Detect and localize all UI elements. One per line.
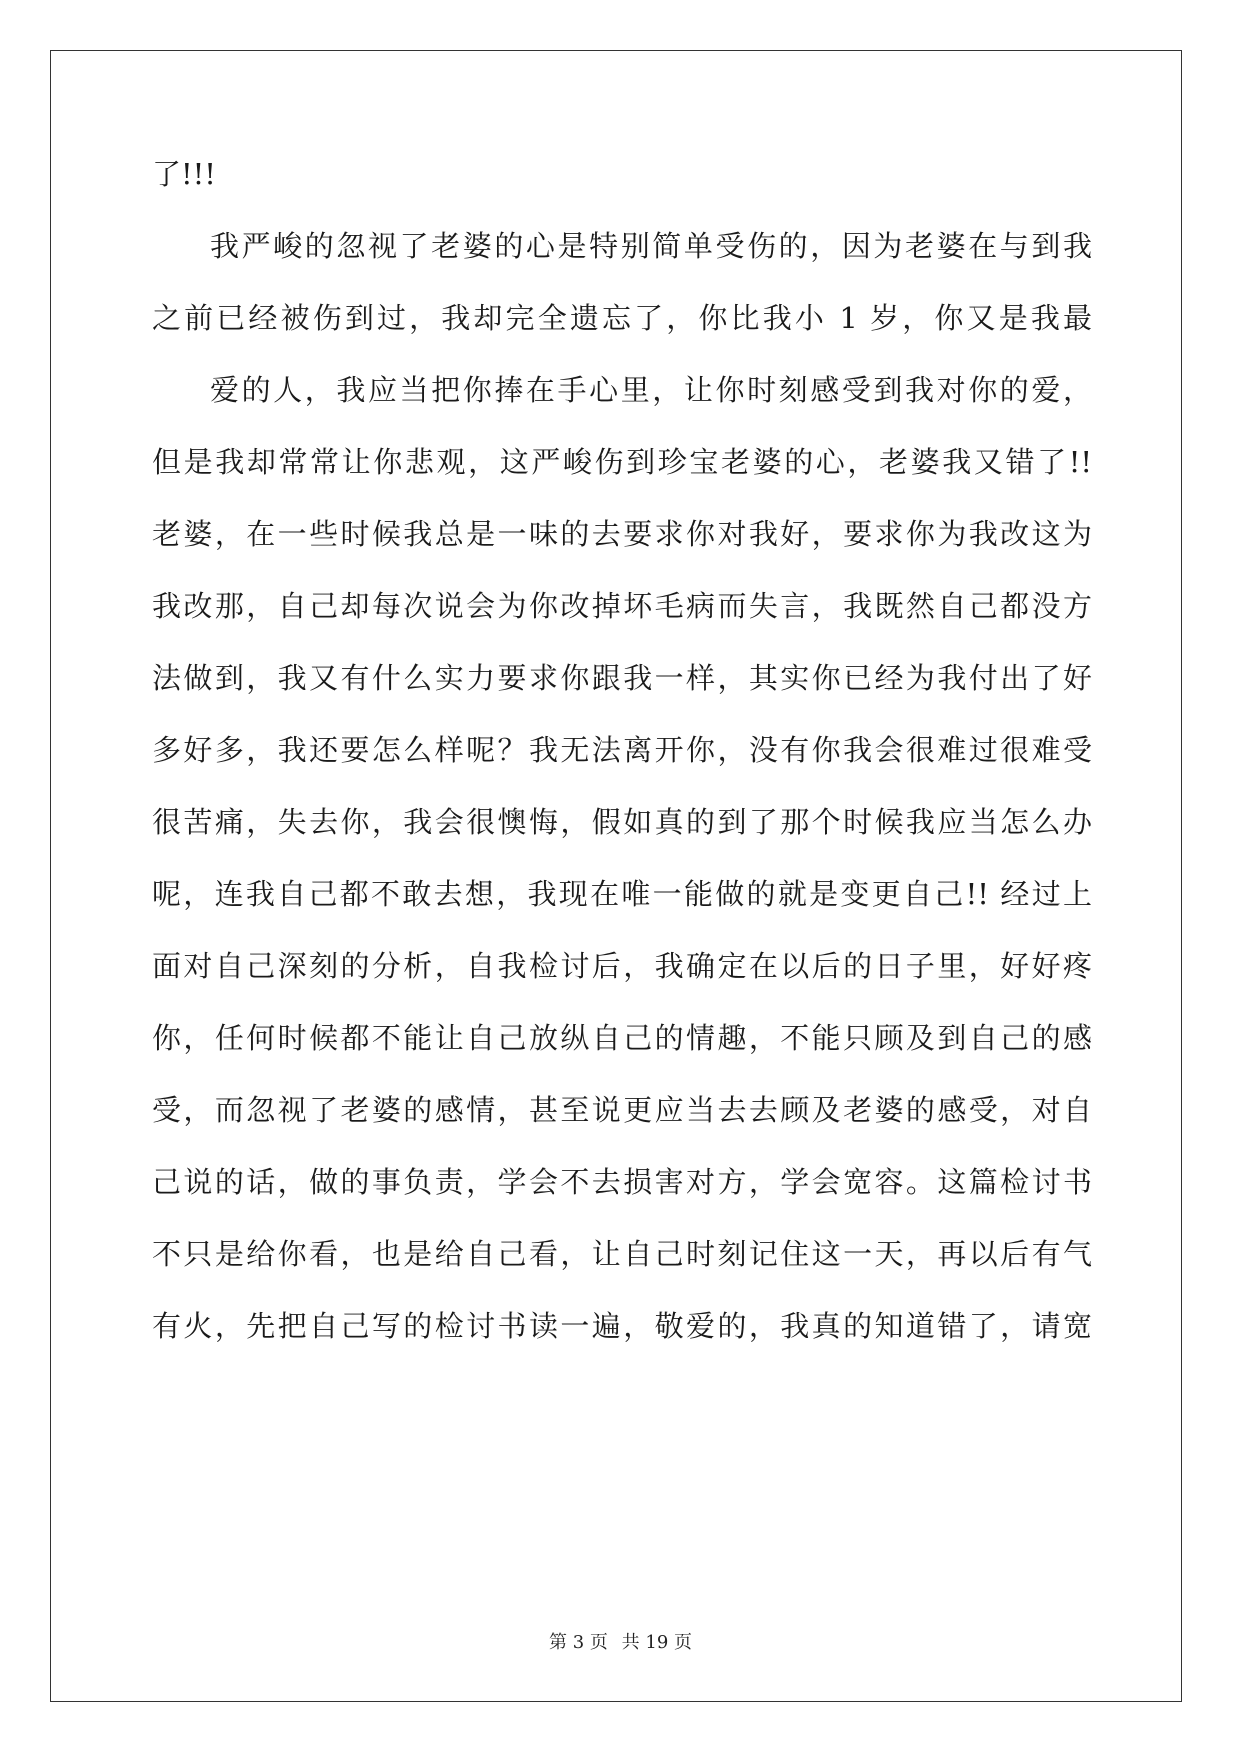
text-line: 很苦痛，失去你，我会很懊悔，假如真的到了那个时候我应当怎么办 (152, 805, 1092, 839)
text-line: 我严峻的忽视了老婆的心是特别简单受伤的，因为老婆在与到我 (210, 229, 1092, 263)
text-line: 但是我却常常让你悲观，这严峻伤到珍宝老婆的心，老婆我又错了!! (152, 445, 1092, 479)
text-line: 受，而忽视了老婆的感情，甚至说更应当去去顾及老婆的感受，对自 (152, 1093, 1092, 1127)
text-line: 不只是给你看，也是给自己看，让自己时刻记住这一天，再以后有气 (152, 1237, 1092, 1271)
page-total: 共 19 页 (621, 1632, 692, 1653)
text-line: 多好多，我还要怎么样呢？我无法离开你，没有你我会很难过很难受 (152, 733, 1092, 767)
text-line: 你，任何时候都不能让自己放纵自己的情趣，不能只顾及到自己的感 (152, 1021, 1092, 1055)
text-line: 面对自己深刻的分析，自我检讨后，我确定在以后的日子里，好好疼 (152, 949, 1092, 983)
text-line: 爱的人，我应当把你捧在手心里，让你时刻感受到我对你的爱， (210, 373, 1092, 407)
text-line: 老婆，在一些时候我总是一味的去要求你对我好，要求你为我改这为 (152, 517, 1092, 551)
text-line: 法做到，我又有什么实力要求你跟我一样，其实你已经为我付出了好 (152, 661, 1092, 695)
text-line: 我改那，自己却每次说会为你改掉坏毛病而失言，我既然自己都没方 (152, 589, 1092, 623)
text-line: 有火，先把自己写的检讨书读一遍，敬爱的，我真的知道错了，请宽 (152, 1309, 1092, 1343)
page-number: 第 3 页 (549, 1632, 608, 1653)
text-line: 之前已经被伤到过，我却完全遗忘了，你比我小 1 岁，你又是我最 (152, 301, 1092, 335)
text-line: 了!!! (152, 157, 216, 191)
page-footer (0, 1628, 1241, 1654)
text-line: 己说的话，做的事负责，学会不去损害对方，学会宽容。这篇检讨书 (152, 1165, 1092, 1199)
text-line: 呢，连我自己都不敢去想，我现在唯一能做的就是变更自己!! 经过上 (152, 877, 1092, 911)
